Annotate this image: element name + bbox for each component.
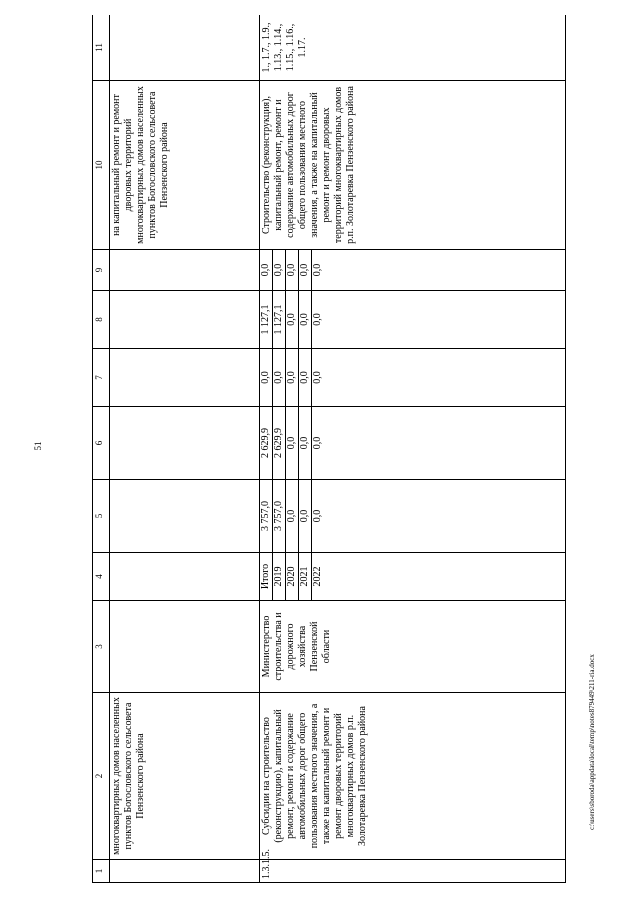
cell-other-values [260, 250, 566, 291]
cell-local-values [260, 291, 566, 349]
cell-regional [110, 349, 260, 407]
rotated-content [92, 15, 582, 883]
year-label: 2019 [273, 553, 286, 600]
table-row-continued [110, 15, 260, 883]
header-cell: 2 [93, 693, 110, 860]
cell-federal-values [260, 407, 566, 480]
cell-years [260, 553, 566, 601]
cell-local [110, 291, 260, 349]
year-label: 2021 [299, 553, 312, 600]
value: 0,0 [286, 407, 299, 479]
table-row [260, 15, 566, 883]
value: 0,0 [299, 349, 312, 406]
year-label: Итого [260, 553, 273, 600]
value: 0,0 [299, 250, 312, 290]
page-number: 51 [33, 441, 43, 451]
header-cell: 10 [93, 81, 110, 250]
program-table [92, 15, 566, 883]
header-cell: 6 [93, 407, 110, 480]
value: 0,0 [286, 349, 299, 406]
value: 3 757,0 [260, 480, 273, 552]
value: 2 629,9 [273, 407, 286, 479]
value: 0,0 [312, 263, 323, 277]
header-cell: 3 [93, 601, 110, 693]
cell-executor [110, 601, 260, 693]
cell-year [110, 553, 260, 601]
cell-indicators: 1., 1.7., 1.9., 1.13., 1.14., 1.15., 1.16., 1.17. [260, 15, 566, 81]
file-path-footer: c:\users\sboroda\appdata\local\temp\notes879449\211-ria.docx [588, 654, 596, 830]
cell-number [110, 860, 260, 883]
value: 0,0 [312, 436, 323, 450]
header-cell: 7 [93, 349, 110, 407]
cell-total-values [260, 480, 566, 553]
value: 0,0 [273, 250, 286, 290]
value: 0,0 [299, 480, 312, 552]
value: 1 127,1 [273, 291, 286, 348]
cell-total [110, 480, 260, 553]
value: 0,0 [312, 371, 323, 384]
value: 1 127,1 [260, 291, 273, 348]
cell-number: 1.3.1.5. [260, 860, 566, 883]
value: 0,0 [312, 509, 323, 523]
value: 0,0 [273, 349, 286, 406]
value: 0,0 [286, 480, 299, 552]
header-cell: 8 [93, 291, 110, 349]
cell-other [110, 250, 260, 291]
value: 0,0 [312, 313, 323, 326]
header-cell: 1 [93, 860, 110, 883]
value: 0,0 [286, 250, 299, 290]
cell-measure-name: многоквартирных домов населенных пунктов Богословского сельсовета Пензенского района [110, 693, 260, 860]
value: 0,0 [286, 291, 299, 348]
table-frame [92, 15, 582, 883]
header-cell: 5 [93, 480, 110, 553]
cell-result: Строительство (реконструкция), капитальный ремонт, ремонт и содержание автомобильных дорог общего пользования местного значения, а также на капитальный ремонт и ремонт дворовых территорий многоквартирных домов р.п. Золотаревка Пензенского района [260, 81, 566, 250]
cell-result: на капитальный ремонт и ремонт дворовых территорий многоквартирных домов населенных пунктов Богословского сельсовета Пензенского района [110, 81, 260, 250]
header-cell: 9 [93, 250, 110, 291]
year-label: 2022 [312, 566, 323, 587]
value: 2 629,9 [260, 407, 273, 479]
value: 3 757,0 [273, 480, 286, 552]
header-cell: 4 [93, 553, 110, 601]
cell-regional-values [260, 349, 566, 407]
value: 0,0 [299, 291, 312, 348]
cell-measure-name: Субсидии на строительство (реконструкцию), капитальный ремонт, ремонт и содержание автомобильных дорог общего пользования местного значения, а также на капитальный ремонт и ремонт дворовых территорий многоквартирных домов р.п. Золотаревка Пензенского района [260, 693, 566, 860]
header-row [93, 15, 110, 883]
header-cell: 11 [93, 15, 110, 81]
year-label: 2020 [286, 553, 299, 600]
cell-federal [110, 407, 260, 480]
value: 0,0 [260, 349, 273, 406]
value: 0,0 [299, 407, 312, 479]
value: 0,0 [260, 250, 273, 290]
cell-executor: Министерство строительства и дорожного хозяйства Пензенской области [260, 601, 566, 693]
cell-indicators [110, 15, 260, 81]
